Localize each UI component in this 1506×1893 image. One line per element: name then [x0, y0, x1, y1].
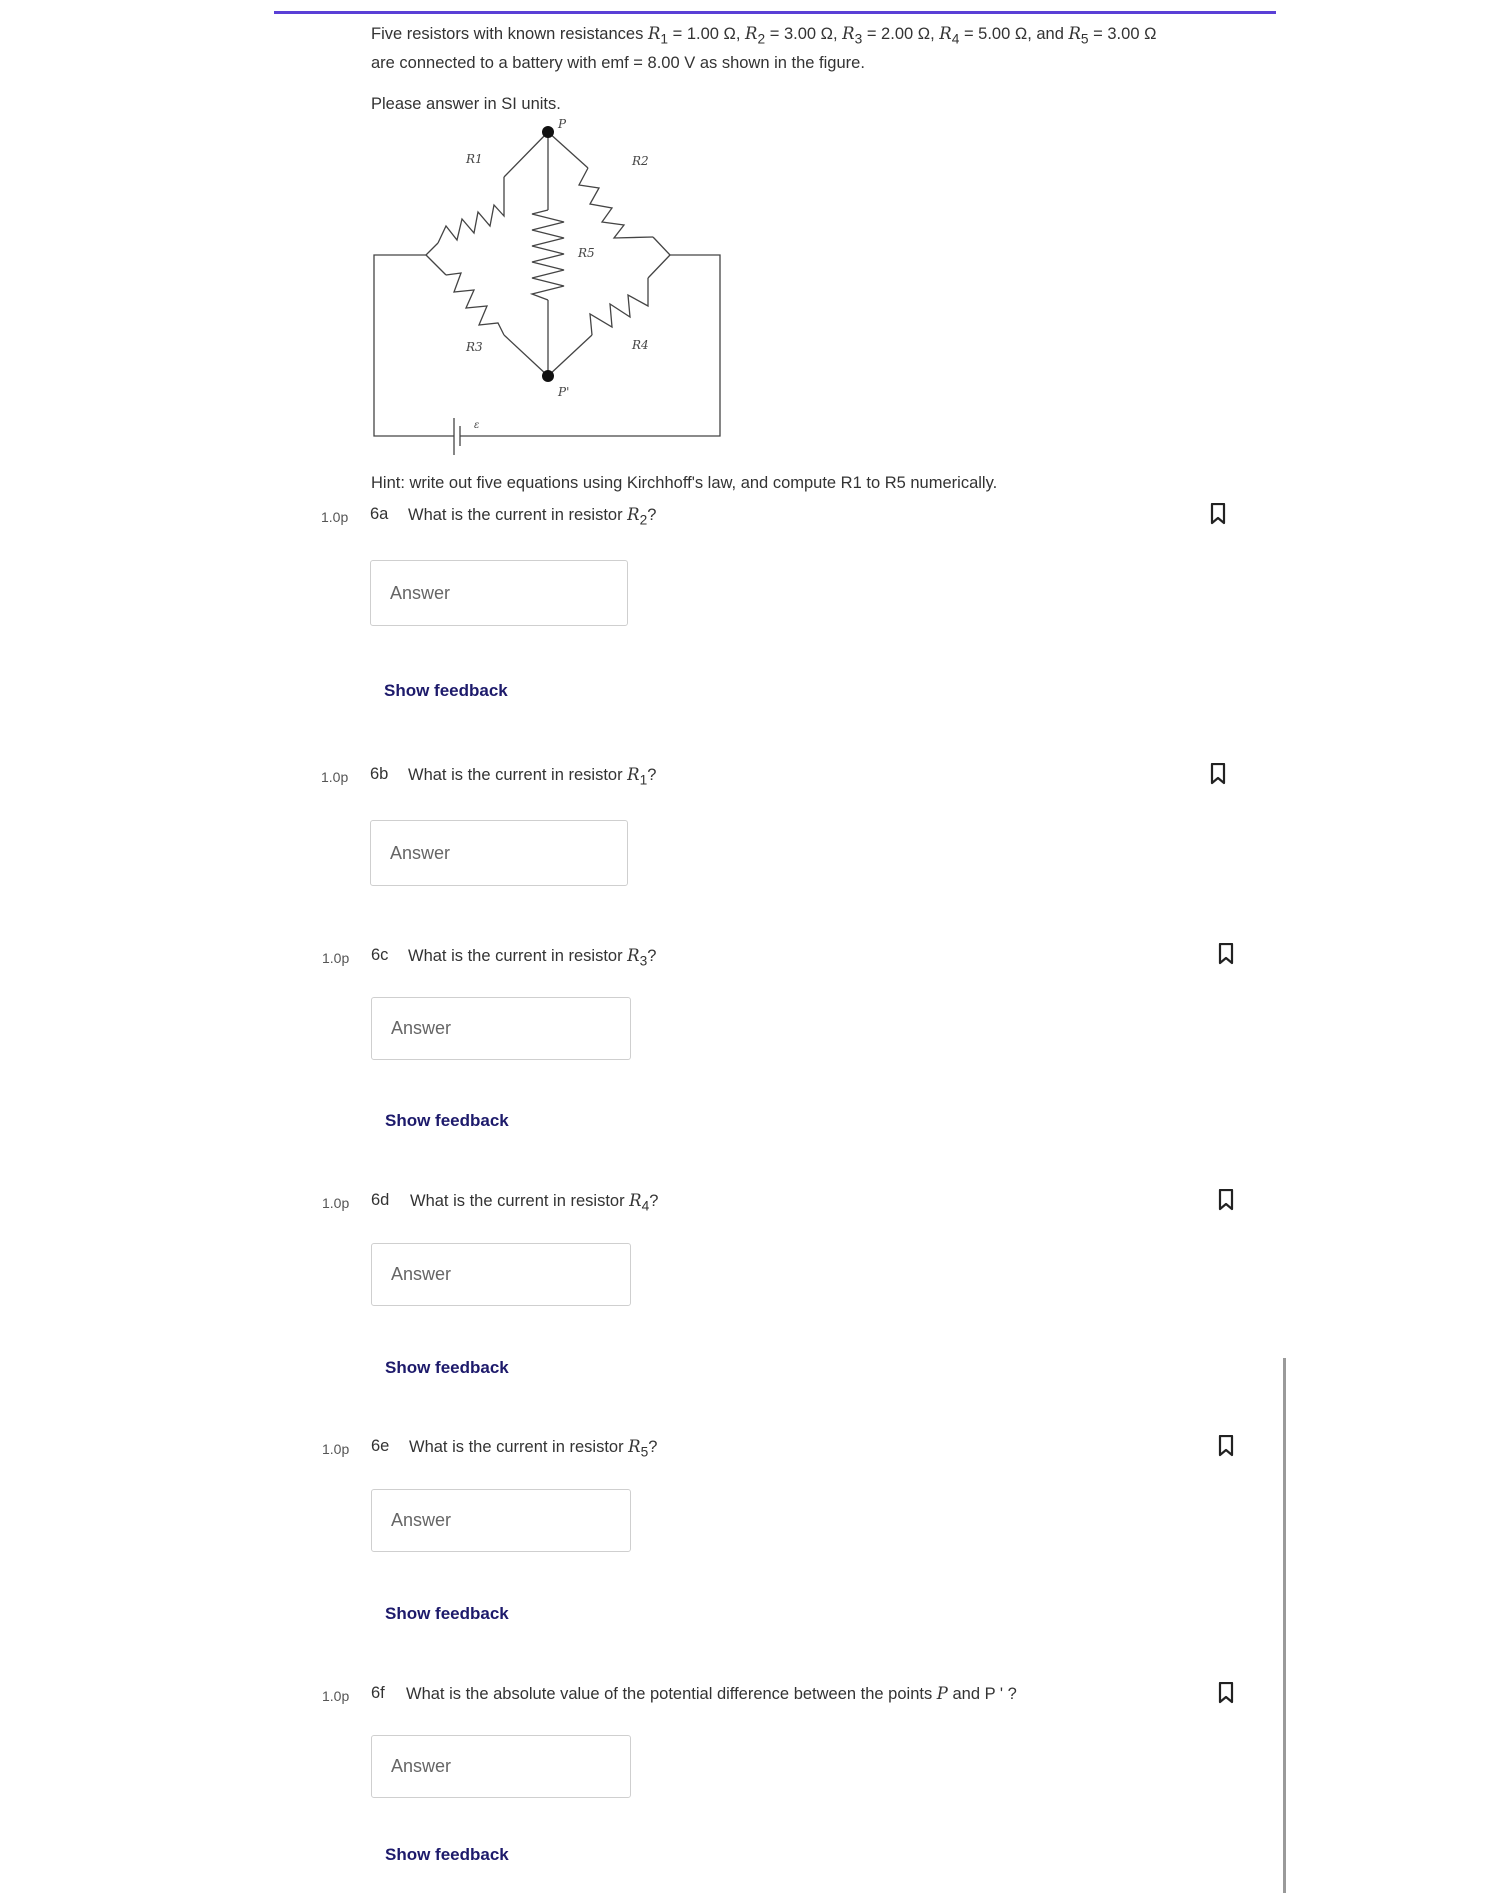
- bookmark-icon[interactable]: [1218, 943, 1234, 965]
- question-text: What is the current in resistor $R_4$?: [410, 1191, 659, 1214]
- r3-value: $R_3 = 2.00$ Ω,: [842, 24, 940, 47]
- question-text: What is the absolute value of the potential difference between the points P and P ' ?: [406, 1684, 1017, 1703]
- hint-text: Hint: write out five equations using Kirchhoff's law, and compute R1 to R5 numerically.: [371, 474, 998, 492]
- r1-resistor: [438, 177, 504, 243]
- node-p: [542, 126, 554, 138]
- top-accent-line: [274, 11, 1276, 14]
- node-p-prime: [542, 370, 554, 382]
- answer-input[interactable]: [371, 1489, 631, 1552]
- bookmark-icon[interactable]: [1218, 1189, 1234, 1211]
- r3-resistor: [446, 273, 504, 335]
- answer-input[interactable]: [371, 997, 631, 1060]
- r5-value: $R_5 = 3.00$ Ω: [1068, 24, 1157, 47]
- points-label: 1.0p: [321, 769, 349, 785]
- answer-input[interactable]: [371, 1735, 631, 1798]
- label-r2: R2: [632, 154, 649, 168]
- bookmark-icon[interactable]: [1218, 1682, 1234, 1704]
- question-text: What is the current in resistor $R_1$?: [408, 765, 657, 788]
- question-number: 6a: [370, 505, 389, 523]
- question-number: 6b: [370, 765, 389, 783]
- r4-resistor: [590, 278, 648, 335]
- question-number: 6e: [371, 1437, 390, 1455]
- label-p: P: [558, 118, 567, 131]
- right-wire: [460, 255, 720, 436]
- bookmark-icon[interactable]: [1210, 763, 1226, 785]
- r2-value: $R_2 = 3.00$ Ω,: [745, 24, 843, 47]
- question-text: What is the current in resistor $R_3$?: [408, 946, 657, 969]
- points-label: 1.0p: [322, 1441, 350, 1457]
- label-emf: ε: [474, 420, 480, 431]
- points-label: 1.0p: [321, 509, 349, 525]
- r1-value: $R_1 = 1.00$ Ω,: [647, 24, 746, 47]
- scrollbar[interactable]: [1283, 1358, 1286, 1893]
- label-r4: R4: [632, 338, 649, 352]
- problem-statement-line2: are connected to a battery with emf = 8.00 V as shown in the figure.: [371, 54, 865, 72]
- show-feedback-link[interactable]: Show feedback: [385, 1358, 509, 1377]
- points-label: 1.0p: [322, 1195, 350, 1211]
- r2-resistor: [579, 168, 653, 238]
- label-r3: R3: [466, 340, 483, 354]
- question-text: What is the current in resistor $R_5$?: [409, 1437, 658, 1460]
- label-p-prime: P': [558, 385, 570, 399]
- points-label: 1.0p: [322, 950, 350, 966]
- bookmark-icon[interactable]: [1218, 1435, 1234, 1457]
- r5-resistor: [532, 210, 564, 300]
- question-number: 6f: [371, 1684, 385, 1702]
- question-number: 6d: [371, 1191, 390, 1209]
- show-feedback-link[interactable]: Show feedback: [385, 1845, 509, 1864]
- show-feedback-link[interactable]: Show feedback: [384, 681, 508, 700]
- show-feedback-link[interactable]: Show feedback: [385, 1111, 509, 1130]
- circuit-diagram: [366, 118, 738, 464]
- label-r5: R5: [578, 246, 595, 260]
- problem-statement-line1: [371, 24, 1156, 46]
- left-wire: [374, 255, 454, 436]
- answer-input[interactable]: [370, 560, 628, 626]
- question-number: 6c: [371, 946, 389, 964]
- show-feedback-link[interactable]: Show feedback: [385, 1604, 509, 1623]
- units-note: Please answer in SI units.: [371, 95, 561, 113]
- answer-input[interactable]: [371, 1243, 631, 1306]
- label-r1: R1: [466, 152, 483, 166]
- statement-prefix: Five resistors with known resistances: [371, 25, 644, 43]
- answer-input[interactable]: [370, 820, 628, 886]
- bookmark-icon[interactable]: [1210, 503, 1226, 525]
- r4-value: $R_4 = 5.00$ Ω, and: [939, 24, 1069, 47]
- points-label: 1.0p: [322, 1688, 350, 1704]
- question-text: What is the current in resistor $R_2$?: [408, 505, 657, 528]
